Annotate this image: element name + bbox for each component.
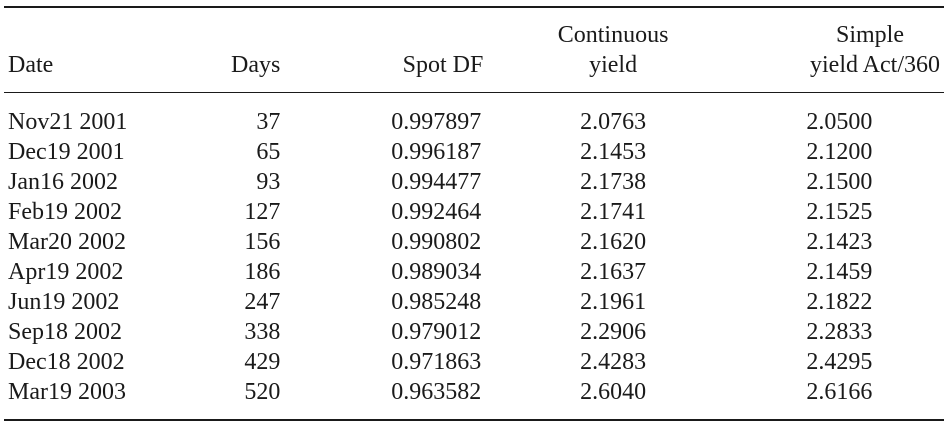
cell-spot-df: 0.994477 bbox=[391, 169, 482, 195]
table-row bbox=[4, 137, 944, 167]
cell-continuous: 2.1738 bbox=[580, 169, 647, 195]
cell-date: Mar19 2003 bbox=[8, 379, 126, 405]
cell-days: 93 bbox=[256, 169, 281, 195]
header-continuous-line2: yield bbox=[589, 52, 638, 78]
header-continuous-yield bbox=[491, 7, 735, 93]
cell-days: 186 bbox=[244, 259, 281, 285]
cell-simple: 2.1423 bbox=[806, 229, 873, 255]
cell-date: Apr19 2002 bbox=[8, 259, 124, 285]
cell-continuous: 2.1961 bbox=[580, 289, 647, 315]
table-header bbox=[4, 7, 944, 93]
cell-days: 338 bbox=[244, 319, 281, 345]
cell-days: 65 bbox=[256, 139, 281, 165]
cell-simple: 2.4295 bbox=[806, 349, 873, 375]
cell-days: 156 bbox=[244, 229, 281, 255]
cell-spot-df: 0.985248 bbox=[391, 289, 482, 315]
table-row bbox=[4, 227, 944, 257]
cell-date: Jun19 2002 bbox=[8, 289, 120, 315]
table-row bbox=[4, 287, 944, 317]
table-row bbox=[4, 317, 944, 347]
header-simple-line1: Simple bbox=[835, 22, 904, 48]
table-row bbox=[4, 197, 944, 227]
cell-spot-df: 0.997897 bbox=[391, 109, 482, 135]
cell-date: Dec18 2002 bbox=[8, 349, 125, 375]
cell-continuous: 2.1741 bbox=[580, 199, 647, 225]
cell-simple: 2.1200 bbox=[806, 139, 873, 165]
cell-date: Jan16 2002 bbox=[8, 169, 118, 195]
cell-date: Feb19 2002 bbox=[8, 199, 122, 225]
cell-simple: 2.1459 bbox=[806, 259, 873, 285]
header-simple-line2: yield Act/360 bbox=[810, 52, 940, 78]
header-simple-yield bbox=[735, 7, 944, 93]
cell-simple: 2.1822 bbox=[806, 289, 873, 315]
cell-spot-df: 0.990802 bbox=[391, 229, 482, 255]
cell-spot-df: 0.996187 bbox=[391, 139, 482, 165]
table-row bbox=[4, 167, 944, 197]
cell-simple: 2.1525 bbox=[806, 199, 873, 225]
header-spot-df bbox=[286, 7, 491, 93]
cell-date: Nov21 2001 bbox=[8, 109, 128, 135]
cell-continuous: 2.1637 bbox=[580, 259, 647, 285]
cell-simple: 2.6166 bbox=[806, 379, 873, 405]
cell-date: Dec19 2001 bbox=[8, 139, 125, 165]
cell-date: Mar20 2002 bbox=[8, 229, 126, 255]
table-row bbox=[4, 347, 944, 377]
cell-continuous: 2.1620 bbox=[580, 229, 647, 255]
table-body bbox=[4, 93, 944, 421]
cell-continuous: 2.1453 bbox=[580, 139, 647, 165]
header-days-label: Days bbox=[231, 52, 281, 78]
header-row bbox=[4, 7, 944, 93]
cell-date: Sep18 2002 bbox=[8, 319, 122, 345]
cell-continuous: 2.2906 bbox=[580, 319, 647, 345]
cell-spot-df: 0.963582 bbox=[391, 379, 482, 405]
cell-continuous: 2.0763 bbox=[580, 109, 647, 135]
header-date bbox=[4, 7, 192, 93]
cell-simple: 2.1500 bbox=[806, 169, 873, 195]
cell-days: 429 bbox=[244, 349, 281, 375]
header-continuous-line1: Continuous bbox=[557, 22, 669, 48]
header-spot-df-label: Spot DF bbox=[402, 52, 484, 78]
cell-continuous: 2.6040 bbox=[580, 379, 647, 405]
cell-spot-df: 0.989034 bbox=[391, 259, 482, 285]
cell-simple: 2.0500 bbox=[806, 109, 873, 135]
cell-spot-df: 0.971863 bbox=[391, 349, 482, 375]
cell-continuous: 2.4283 bbox=[580, 349, 647, 375]
table-row bbox=[4, 257, 944, 287]
cell-spot-df: 0.992464 bbox=[391, 199, 482, 225]
yield-table-container bbox=[4, 6, 944, 421]
header-date-label: Date bbox=[8, 52, 54, 78]
table-row bbox=[4, 377, 944, 420]
table-row bbox=[4, 93, 944, 138]
cell-days: 37 bbox=[256, 109, 281, 135]
cell-spot-df: 0.979012 bbox=[391, 319, 482, 345]
cell-days: 247 bbox=[244, 289, 281, 315]
yield-table bbox=[4, 6, 944, 421]
cell-days: 520 bbox=[244, 379, 281, 405]
cell-days: 127 bbox=[244, 199, 281, 225]
header-days bbox=[192, 7, 286, 93]
cell-simple: 2.2833 bbox=[806, 319, 873, 345]
